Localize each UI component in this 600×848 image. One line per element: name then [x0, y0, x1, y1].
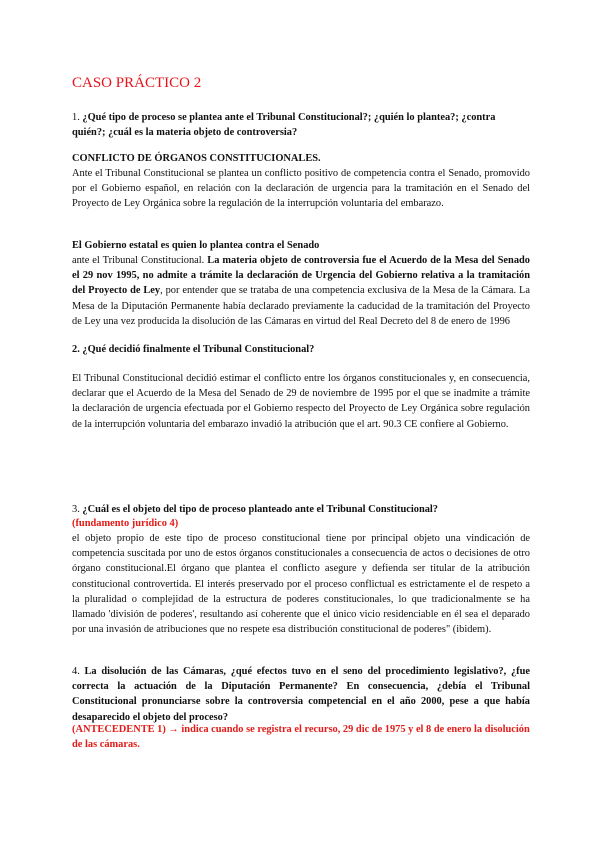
- question-3-text: ¿Cuál es el objeto del tipo de proceso planteado ante el Tribunal Constitucional?: [82, 504, 438, 515]
- question-3-number: 3.: [72, 504, 83, 515]
- question-4-note: (ANTECEDENTE 1) → indica cuando se registra el recurso, 29 dic de 1975 y el 8 de enero la disolución de las cámaras.: [72, 724, 530, 751]
- question-3-note: (fundamento jurídico 4): [72, 518, 179, 529]
- answer-1-paragraph-1: Ante el Tribunal Constitucional se plantea un conflicto positivo de competencia contra el Senado, promovido por el Gobierno español, en relación con la declaración de urgencia para la tramitación en el Senado del Proyecto de Ley Orgánica sobre la regulación de la interrupción voluntaria del embarazo.: [72, 168, 530, 210]
- question-4: [72, 664, 530, 725]
- question-4-number: 4.: [72, 666, 85, 677]
- answer-1-p2-end: , por entender que se trataba de una competencia exclusiva de la Mesa de la Cámara. La Mesa de la Diputación Permanente había declarado previamente la caducidad de la tramitación del Proyecto de Ley una vez producida la disolución de las Cámaras en virtud del Real Decreto del 8 de enero de 1996: [72, 285, 530, 327]
- question-1: [72, 110, 530, 140]
- answer-1-bold-line: El Gobierno estatal es quien lo plantea contra el Senado: [72, 240, 320, 251]
- question-1-number: 1.: [72, 112, 83, 123]
- question-4-text: La disolución de las Cámaras, ¿qué efectos tuvo en el seno del procedimiento legislativo?, ¿fue correcta la actuación de la Diputación Permanente? En consecuencia, ¿debía el Tribunal Constitucional pronunciarse sobre la controversia competencial en el año 2000, pese a que había desaparecido el objeto del proceso?: [72, 666, 530, 723]
- answer-1-paragraph-2: [72, 253, 530, 329]
- answer-3: el objeto propio de este tipo de proceso constitucional tiene por principal objeto una vindicación de competencia suscitada por uno de estos órganos constitucionales a consecuencia de actos o decisiones de otro órgano constitucional.El órgano que plantea el conflicto asegure y defienda ser titular de la atribución constitucional controvertida. El interés preservado por el proceso conflictual es estrictamente el de respeto a la pluralidad o complejidad de la estructura de poderes constitucionales, lo que tradicionalmente se ha llamado 'división de poderes', resultando así coherente que el único vicio residenciable en él sea el deparado por una invasión de atribuciones que no respete esa distribución constitucional de poderes" (ibidem).: [72, 533, 530, 636]
- answer-1-p2-start: ante el Tribunal Constitucional.: [72, 255, 208, 266]
- answer-2: El Tribunal Constitucional decidió estimar el conflicto entre los órganos constitucionales y, en consecuencia, declarar que el Acuerdo de la Mesa del Senado de 29 de noviembre de 1995 por el que se inadmite a trámite la declaración de urgencia efectuada por el Gobierno respecto del Proyecto de Ley Orgánica sobre regulación de la interrupción voluntaria del embarazo invadió la atribución que el art. 90.3 CE confiere al Gobierno.: [72, 373, 530, 430]
- document-title: CASO PRÁCTICO 2: [72, 75, 202, 91]
- question-2: 2. ¿Qué decidió finalmente el Tribunal Constitucional?: [72, 344, 315, 355]
- question-1-text: ¿Qué tipo de proceso se plantea ante el Tribunal Constitucional?; ¿quién lo plantea?; ¿contra quién?; ¿cuál es la materia objeto de controversia?: [72, 112, 496, 139]
- section-heading-conflict: CONFLICTO DE ÓRGANOS CONSTITUCIONALES.: [72, 153, 321, 164]
- answer-1-p2-bold: La materia objeto de controversia fue el Acuerdo de la Mesa del Senado el 29 nov 1995, no admite a trámite la declaración de Urgencia del Gobierno relativa a la tramitación del Proyecto de Ley: [72, 255, 530, 297]
- question-3: [72, 502, 530, 517]
